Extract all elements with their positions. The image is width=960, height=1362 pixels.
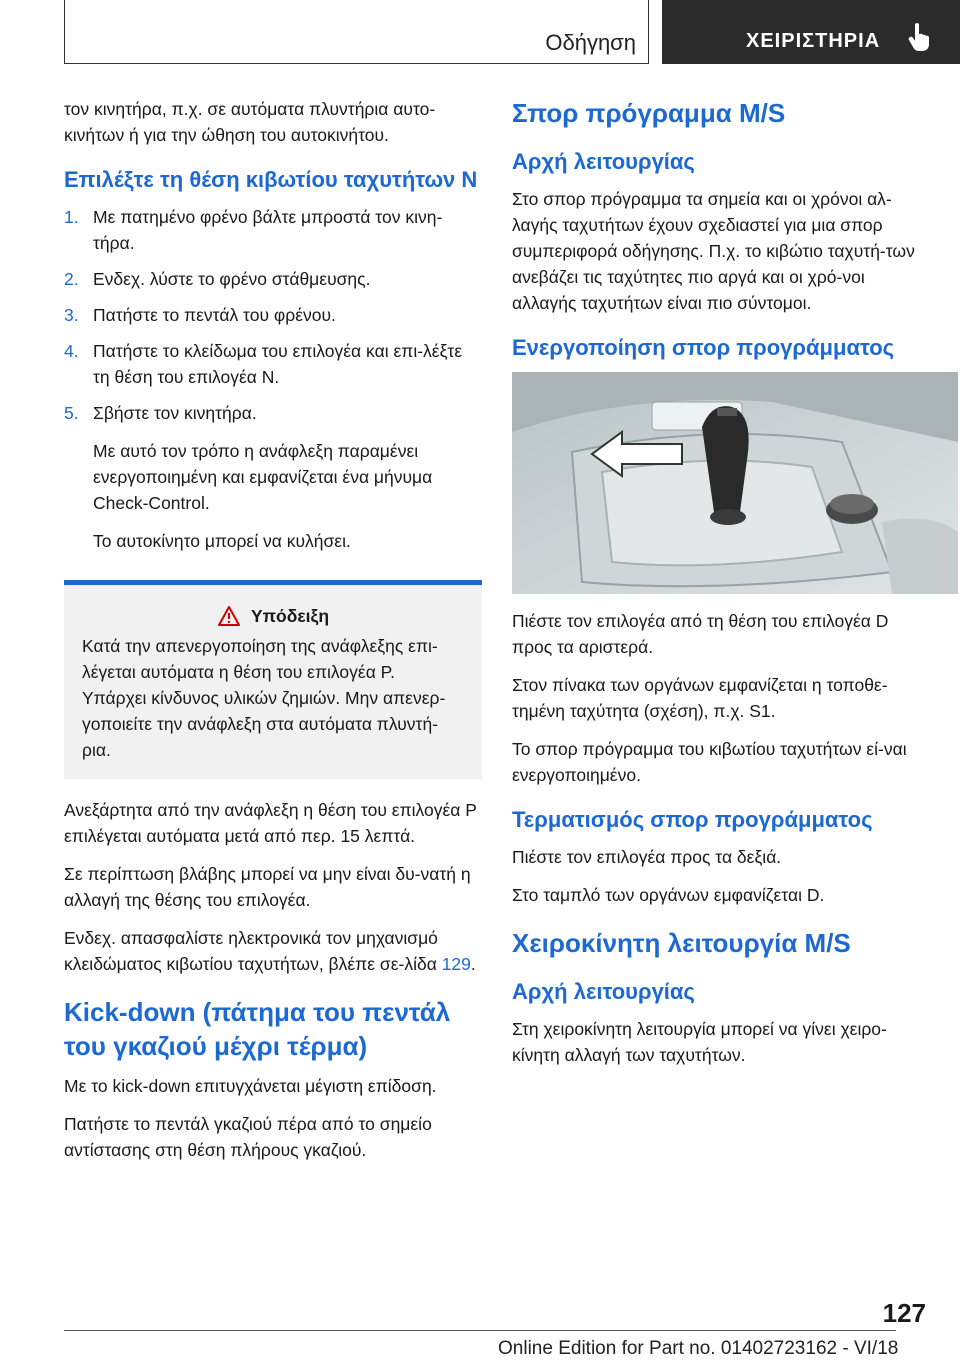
left-column [64,96,482,1175]
step-number: 4. [64,341,79,361]
step-text: Πατήστε το κλείδωμα του επιλογέα και επι-λέξτε τη θέση του επιλογέα N. [93,341,463,387]
paragraph: Ανεξάρτητα από την ανάφλεξη η θέση του επιλογέα P επιλέγεται αυτόματα μετά από περ. 15 λεπτά. [64,800,477,846]
paragraph: Στο σπορ πρόγραμμα τα σημεία και οι χρόνοι αλ-λαγής ταχυτήτων έχουν σχεδιαστεί για μια σπορ συμπεριφορά οδήγησης. Π.χ. το κιβώτιο ταχυτή-των ανεβάζει τις ταχύτητες πιο αργά και οι χρό-νοι αλλαγής ταχυτήτων είναι πιο σύντομοι. [512,189,915,313]
paragraph: Πιέστε τον επιλογέα από τη θέση του επιλογέα D προς τα αριστερά. [512,611,889,657]
heading-principle: Αρχή λειτουργίας [512,979,695,1004]
step5-note: Με αυτό τον τρόπο η ανάφλεξη παραμένει ενεργοποιημένη και εμφανίζεται ένα μήνυμα Check-Control. [93,441,433,513]
paragraph: Πατήστε το πεντάλ γκαζιού πέρα από το σημείο αντίστασης στη θέση πλήρους γκαζιού. [64,1114,432,1160]
heading-sport-program: Σπορ πρόγραμμα M/S [512,98,786,128]
step-number: 2. [64,269,79,289]
step5-note: Το αυτοκίνητο μπορεί να κυλήσει. [93,531,351,551]
paragraph: Με το kick-down επιτυγχάνεται μέγιστη επίδοση. [64,1076,437,1096]
header-chapter-title: ΧΕΙΡΙΣΤΗΡΙΑ [746,30,881,52]
paragraph: Σε περίπτωση βλάβης μπορεί να μην είναι δυ-νατή η αλλαγή της θέσης του επιλογέα. [64,864,471,910]
paragraph: Στη χειροκίνητη λειτουργία μπορεί να γίνει χειρο-κίνητη αλλαγή των ταχυτήτων. [512,1019,887,1065]
heading-activate-sport: Ενεργοποίηση σπορ προγράμματος [512,335,895,360]
list-item [64,302,482,328]
warning-box [64,580,482,779]
step-text: Πατήστε το πεντάλ του φρένου. [93,305,336,325]
heading-neutral-position: Επιλέξτε τη θέση κιβωτίου ταχυτήτων N [64,167,478,192]
list-item [64,400,482,426]
gear-selector-illustration [512,372,958,594]
intro-paragraph: τον κινητήρα, π.χ. σε αυτόματα πλυντήρια αυτο-κινήτων ή για την ώθηση του αυτοκινήτου. [64,99,436,145]
warning-triangle-icon [217,605,241,627]
list-item [64,266,482,292]
warning-title-row [82,605,464,627]
warning-title: Υπόδειξη [250,605,330,626]
paragraph: Πιέστε τον επιλογέα προς τα δεξιά. [512,847,782,867]
heading-kick-down: Kick-down (πάτημα του πεντάλ του γκαζιού μέχρι τέρμα) [64,997,451,1061]
page-link[interactable]: 129 [441,954,471,974]
header-section-title: Οδήγηση [545,30,636,55]
step-text: Σβήστε τον κινητήρα. [93,403,257,423]
list-item [64,338,482,390]
right-column [512,96,930,1080]
page-number: 127 [882,1298,926,1328]
footer-divider [64,1330,896,1331]
step-text: Ενδεχ. λύστε το φρένο στάθμευσης. [93,269,371,289]
footer-edition: Online Edition for Part no. 01402723162 - VI/18 [498,1338,899,1359]
paragraph: Το σπορ πρόγραμμα του κιβωτίου ταχυτήτων εί-ναι ενεργοποιημένο. [512,739,907,785]
paragraph: Στο ταμπλό των οργάνων εμφανίζεται D. [512,885,825,905]
pointing-hand-icon [906,22,934,52]
step-number: 5. [64,403,79,423]
header-section-box [64,0,649,64]
warning-text: Κατά την απενεργοποίηση της ανάφλεξης επι-λέγεται αυτόματα η θέση του επιλογέα P. Υπάρχει κίνδυνος υλικών ζημιών. Μην απενερ-γοποιείτε την ανάφλεξη στα αυτόματα πλυντή-ρια. [82,636,446,760]
heading-end-sport: Τερματισμός σπορ προγράμματος [512,807,873,832]
steps-list [64,204,482,426]
paragraph-text: Ενδεχ. απασφαλίστε ηλεκτρονικά τον μηχανισμό κλειδώματος κιβωτίου ταχυτήτων, βλέπε σε-λίδα [64,928,442,974]
step-text: Με πατημένο φρένο βάλτε μπροστά τον κινη-τήρα. [93,207,443,253]
heading-manual-mode: Χειροκίνητη λειτουργία M/S [512,928,851,958]
step-number: 1. [64,207,79,227]
heading-principle: Αρχή λειτουργίας [512,149,695,174]
paragraph: Στον πίνακα των οργάνων εμφανίζεται η τοποθε-τημένη ταχύτητα (σχέση), π.χ. S1. [512,675,888,721]
header-chapter-box [662,0,960,64]
step-number: 3. [64,305,79,325]
paragraph-end: . [470,954,476,974]
paragraph [64,925,482,977]
list-item [64,204,482,256]
